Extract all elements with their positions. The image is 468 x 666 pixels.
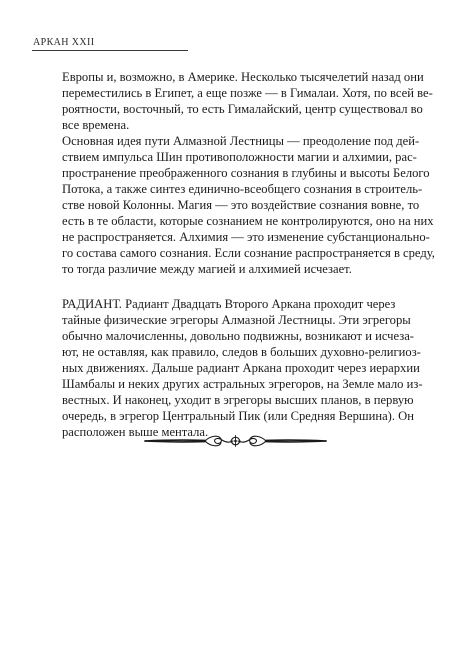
text-line: пространение преображенного сознания в глубины и высоты Белого [62,166,430,180]
text-line: обычно малочисленны, довольно подвижны, возникают и исчеза- [62,329,414,343]
running-header: АРКАН XXII [33,37,95,48]
text-line: очередь, в эгрегор Центральный Пик (или Средняя Вершина). Он [62,409,414,423]
text-line: есть в те области, которые сознанием не контролируются, оно на них [62,214,434,228]
header-rule [32,50,188,51]
text-line: Европы и, возможно, в Америке. Несколько тысячелетий назад они [62,70,424,84]
text-line: ствием импульса Шин противоположности магии и алхимии, рас- [62,150,417,164]
text-line: все времена. [62,118,130,132]
text-line: вестных. И наконец, уходит в эгрегоры высших планов, в первую [62,393,414,407]
text-line: ных движениях. Дальше радиант Аркана проходит через иерархии [62,361,420,375]
text-line: РАДИАНТ. Радиант Двадцать Второго Аркана проходит через [62,297,396,311]
text-line: го состава самого сознания. Если сознание распространяется в среду, [62,246,435,260]
text-line: Основная идея пути Алмазной Лестницы — преодоление под дей- [62,134,420,148]
text-line: переместились в Египет, а еще позже — в Гималаи. Хотя, по всей ве- [62,86,433,100]
decorative-flourish-divider-icon [143,432,328,450]
text-line: ют, не оставляя, как правило, следов в больших духовно-религиоз- [62,345,421,359]
text-line: Потока, а также синтез единично-всеобщего сознания в строитель- [62,182,423,196]
text-line: не распространяется. Алхимия — это изменение субстанционально- [62,230,430,244]
text-line: роятности, восточный, то есть Гималайский, центр существовал во [62,102,423,116]
text-line: расположен выше ментала. [62,425,209,439]
text-line: стве новой Колонны. Магия — это воздействие сознания вовне, то [62,198,420,212]
text-line: то тогда различие между магией и алхимией исчезает. [62,262,352,276]
text-line: тайные физические эгрегоры Алмазной Лестницы. Эти эгрегоры [62,313,411,327]
text-line: Шамбалы и неких других астральных эгрегоров, на Земле мало из- [62,377,423,391]
